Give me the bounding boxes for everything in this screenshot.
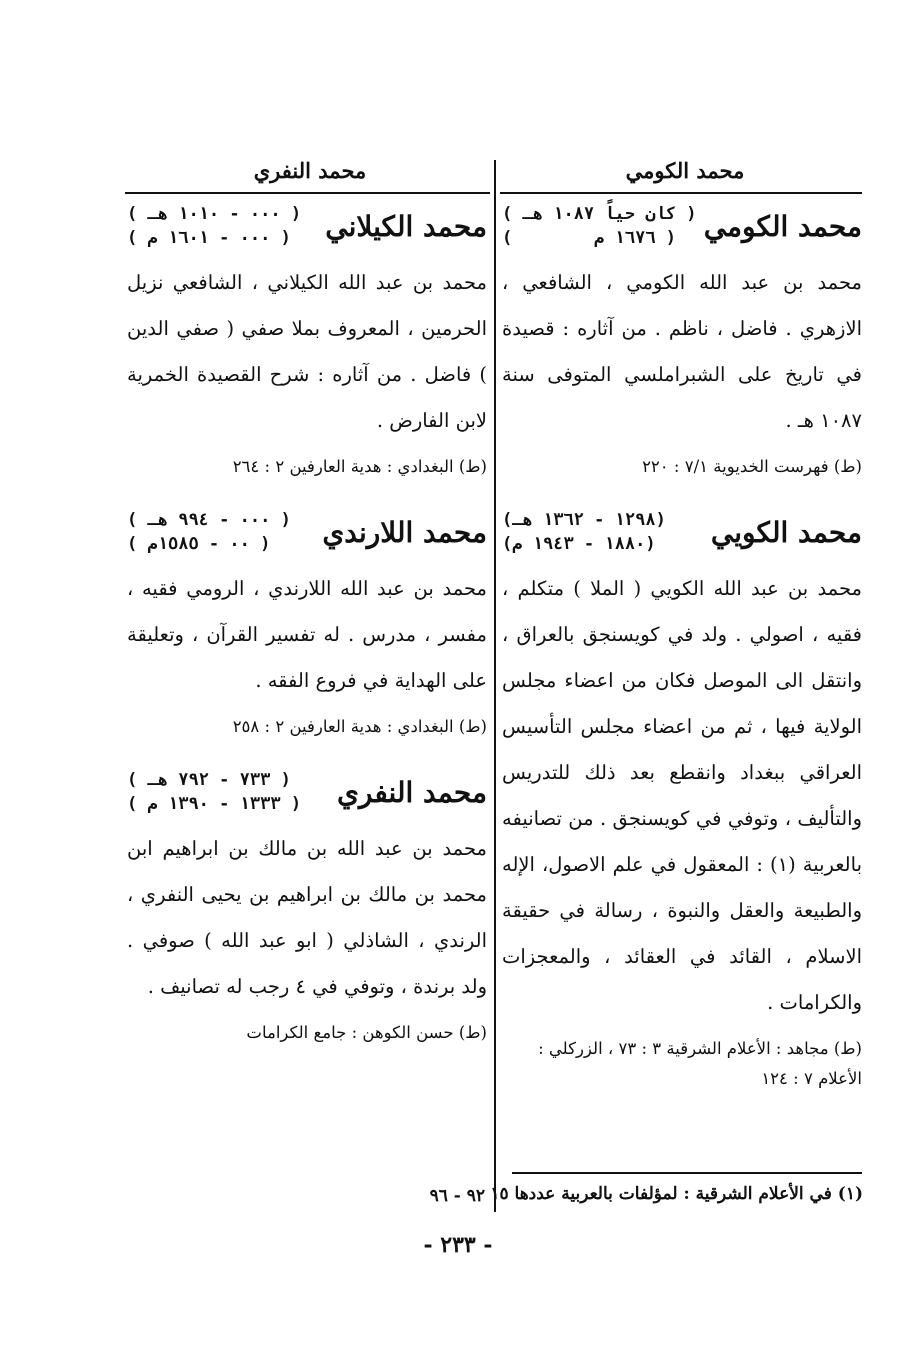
gregorian-date: ( ٠٠٠ - ١٦٠١ م )	[127, 228, 291, 248]
running-head-right: محمد الكومي	[625, 158, 745, 183]
entry-kilani	[127, 202, 487, 482]
hijri-date: ( ٠٠٠ - ١٠١٠ هـ )	[127, 204, 302, 224]
entry-name: محمد الكيلاني	[325, 209, 487, 243]
entry-body: محمد بن عبد الله الكيلاني ، الشافعي نزيل الحرمين ، المعروف بملا صفي ( صفي الدين ) فاضل . من آثاره : شرح القصيدة الخمرية لابن الفارض .	[127, 271, 487, 432]
gregorian-date: ( ٠٠ - ١٥٨٥م )	[127, 534, 271, 554]
entry-larandi	[127, 508, 487, 742]
footnote: (١) في الأعلام الشرقية : لمؤلفات بالعربية عددها ١٥	[490, 1184, 863, 1204]
entry-nafari	[127, 768, 487, 1048]
hijri-date: ( ٠٠٠ - ٩٩٤ هـ )	[127, 510, 291, 530]
entry-source: (ط) البغدادي : هدية العارفين ٢ : ٢٦٤	[232, 457, 487, 476]
column-divider	[494, 160, 496, 1212]
entry-koyi	[502, 508, 862, 1094]
footnote-rule	[512, 1172, 862, 1174]
entry-name: محمد النفري	[337, 775, 487, 809]
entry-dates	[127, 768, 301, 816]
entry-source: (ط) فهرست الخديوية ٧/١ : ٢٢٠	[642, 457, 862, 476]
entry-name: محمد الكويي	[710, 515, 862, 549]
entry-body: محمد بن عبد الله اللارندي ، الرومي فقيه ، مفسر ، مدرس . له تفسير القرآن ، وتعليقة على الهداية في فروع الفقه .	[127, 577, 487, 692]
entry-dates	[127, 202, 301, 250]
page-number: - ٢٣٣ -	[423, 1232, 493, 1258]
entry-name: محمد اللارندي	[322, 515, 487, 549]
right-column	[502, 202, 862, 1120]
entry-body: محمد بن عبد الله الكويي ( الملا ) متكلم ، فقيه ، اصولي . ولد في كويسنجق بالعراق ، وانتقل الى الموصل فكان من اعضاء مجلس الولاية فيها ، ثم من اعضاء مجلس التأسيس العراقي ببغداد وانقطع بعد ذلك للتدريس والتأليف ، وتوفي في كويسنجق . من تصانيفه بالعربية (١) : المعقول في علم الاصول، الإله والطبيعة والعقل والنبوة ، رسالة في حقيقة الاسلام ، القائد في العقائد ، والمعجزات والكرامات .	[502, 577, 862, 1014]
entry-body: محمد بن عبد الله الكومي ، الشافعي ، الازهري . فاضل ، ناظم . من آثاره : قصيدة في تاريخ على الشبراملسي المتوفى سنة ١٠٨٧ هـ .	[502, 271, 862, 432]
entry-source: (ط) مجاهد : الأعلام الشرقية ٣ : ٧٣ ، الزركلي : الأعلام ٧ : ١٢٤	[538, 1039, 862, 1088]
entry-body: محمد بن عبد الله بن مالك بن ابراهيم ابن محمد بن مالك بن ابراهيم بن يحيى النفري ، الرندي ، الشاذلي ( ابو عبد الله ) صوفي . ولد برندة ، وتوفي في ٤ رجب له تصانيف .	[127, 837, 487, 998]
hijri-date: (١٢٩٨ - ١٣٦٢ هـ)	[502, 510, 666, 530]
running-head-left: محمد النفري	[253, 158, 367, 183]
gregorian-date: (١٨٨٠ - ١٩٤٣ م)	[502, 534, 656, 554]
hijri-date: ( كان حياً ١٠٨٧ هـ )	[502, 204, 697, 224]
entry-kumi	[502, 202, 862, 482]
entry-dates	[502, 202, 697, 250]
gregorian-date: ( ١٣٣٣ - ١٣٩٠ م )	[127, 794, 302, 814]
entry-dates	[502, 508, 666, 556]
header-rule-left	[125, 192, 490, 194]
entry-source: (ط) البغدادي : هدية العارفين ٢ : ٢٥٨	[232, 717, 487, 736]
entry-name: محمد الكومي	[703, 209, 862, 243]
header-rule-right	[500, 192, 862, 194]
entry-dates	[127, 508, 291, 556]
gregorian-date: ( ١٦٧٦ م )	[502, 228, 677, 248]
hijri-date: ( ٧٣٣ - ٧٩٢ هـ )	[127, 770, 291, 790]
entry-source: (ط) حسن الكوهن : جامع الكرامات	[246, 1023, 487, 1042]
source-page-range: ٩٢ - ٩٦	[429, 1186, 485, 1206]
left-column	[127, 202, 487, 1074]
